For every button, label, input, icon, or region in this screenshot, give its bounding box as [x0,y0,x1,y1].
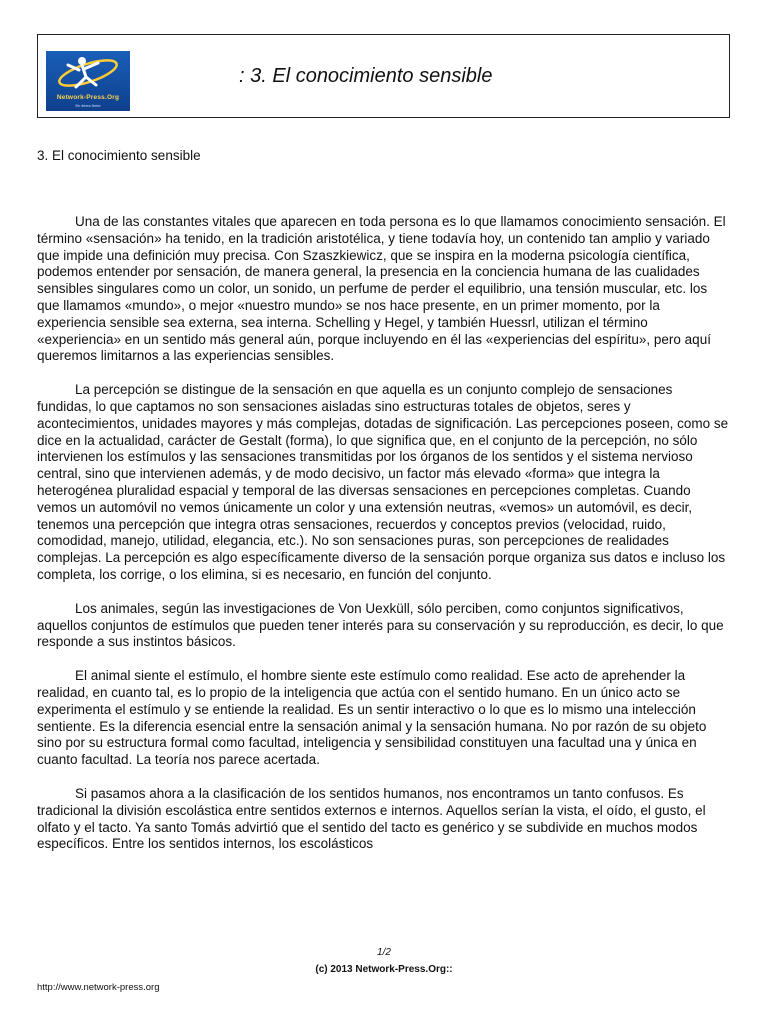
copyright-notice: (c) 2013 Network-Press.Org:: [315,964,453,975]
header-box [37,34,730,118]
network-press-logo[interactable] [46,51,130,111]
paragraph: Una de las constantes vitales que aparecen en toda persona es lo que llamamos conocimiento sensación. El término «sensación» ha tenido, en la tradición aristotélica, y tiene todavía hoy, un contenido tan amplio y variado que impide una definición muy precisa. Con Szaszkiewicz, que se inspira en la moderna psicología científica, podemos entender por sensación, de manera general, la presencia en la conciencia humana de las cualidades sensibles singulares como un color, un sonido, un perfume de perder el equilibrio, una tensión muscular, etc. los que llamamos «mundo», o mejor «nuestro mundo» se nos hace presente, en un primer momento, por la experiencia sensible sea externa, sea interna. Schelling y Hegel, y también Huessrl, utilizan el término «experiencia» en un sentido más general aún, porque incluyendo en él las «experiencias del espíritu», pero aquí queremos limitarnos a las experiencias sensibles. [37,214,726,364]
page-number: 1/2 [377,947,391,958]
paragraph: Los animales, según las investigaciones de Von Uexküll, sólo perciben, como conjuntos significativos, aquellos conjuntos de estímulos que pueden tener interés para su conservación y su reproducción, es decir, lo que responde a sus instintos básicos. [37,600,724,650]
section-heading: 3. El conocimiento sensible [37,148,201,163]
paragraph: La percepción se distingue de la sensación en que aquella es un conjunto complejo de sensaciones fundidas, lo que captamos no son sensaciones aisladas sino estructuras totales de objetos, seres y acontecimientos, unidades mayores y más complejas, dotadas de significación. Las percepciones poseen, como se dice en la actualidad, carácter de Gestalt (forma), lo que significa que, en el conjunto de la percepción, no sólo intervienen los estímulos y las sensaciones transmitidas por los órganos de los sentidos y el sistema nervioso central, sino que intervienen además, y de modo decisivo, un factor más elevado «forma» que integra la heterogénea pluralidad espacial y temporal de las diversas sensaciones en percepciones completas. Cuando vemos un automóvil no vemos únicamente un color y una extensión neutras, «vemos» un automóvil, es decir, tenemos una percepción que integra otras sensaciones, recuerdos y conceptos previos (velocidad, ruido, comodidad, manejo, utilidad, elegancia, etc.). No son sensaciones puras, son percepciones de realidades complejas. La percepción es algo específicamente diverso de la sensación porque organiza sus datos e incluso los completa, los corrige, o los elimina, si es necesario, en función del conjunto. [37,382,729,582]
footer-url-link[interactable]: http://www.network-press.org [37,982,160,993]
paragraph: El animal siente el estímulo, el hombre siente este estímulo como realidad. Ese acto de aprehender la realidad, en cuanto tal, es lo propio de la inteligencia que actúa con el sentido humano. En un único acto se experimenta el estímulo y se entiende la realidad. Es un sentir interactivo o lo que es lo mismo una intelección sentiente. Es la diferencia esencial entre la sensación animal y la sensación humana. No por razón de su objeto sino por su estructura formal como facultad, inteligencia y sensibilidad constituyen una facultad una y única en cuanto facultad. La teoría nos parece acertada. [37,668,707,768]
article-body [37,214,730,870]
logo-text: Network-Press.Org [56,94,120,101]
logo-subtext: En tierra firme [75,103,101,108]
page-title: : 3. El conocimiento sensible [239,65,493,87]
paragraph: Si pasamos ahora a la clasificación de los sentidos humanos, nos encontramos un tanto confusos. Es tradicional la división escolástica entre sentidos externos e internos. Aquellos serían la vista, el oído, el gusto, el olfato y el tacto. Ya santo Tomás advirtió que el sentido del tacto es genérico y se subdivide en muchos modos específicos. Entre los sentidos internos, los escolásticos [37,785,706,852]
logo-figure-icon [46,51,130,111]
